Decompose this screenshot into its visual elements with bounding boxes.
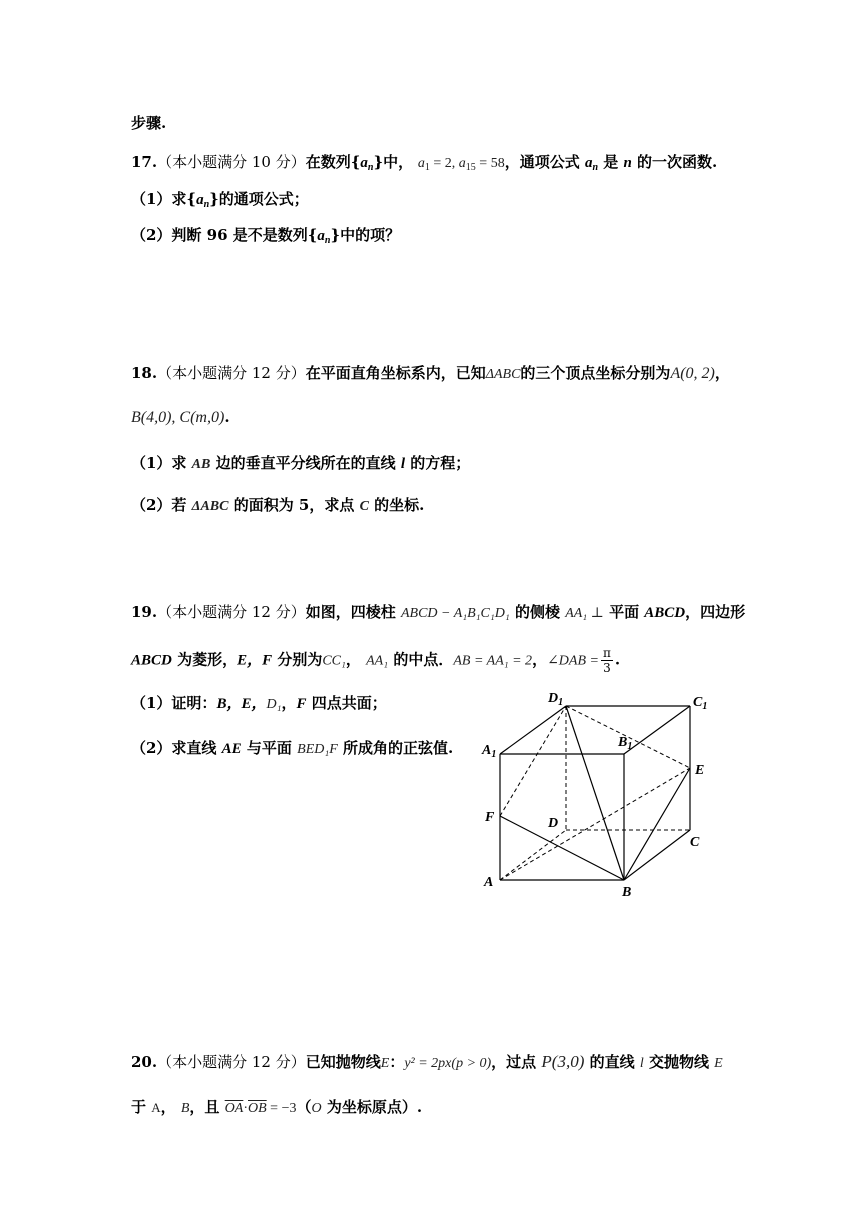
label-a: A xyxy=(484,875,494,890)
q20-stem: 20.（本小题满分 12 分）已知抛物线E：y² = 2px(p > 0)，过点 P(3,0) 的直线 l 交抛物线 E xyxy=(131,1052,723,1071)
q19-number: 19. xyxy=(131,603,158,621)
label-b1: $B_1$ xyxy=(618,735,633,752)
segment-d1e xyxy=(566,706,690,768)
vector-dot-product: $\overline{OA}\cdot\overline{OB} = -3$ xyxy=(224,1101,297,1116)
q17-given: $a_1 = 2$, $a_{15} = 58$ xyxy=(417,156,505,173)
edge-b1c1 xyxy=(624,706,690,754)
q19-stem-line2: ABCD 为菱形，E，F 分别为CC₁， AA₁ 的中点．AB = AA₁ = 2，∠DAB = $\frac{\pi}{3}$ . xyxy=(131,646,621,675)
q18-part2: （2）若 ΔABC 的面积为 5，求点 C 的坐标. xyxy=(131,496,425,514)
label-c1: $C_1$ xyxy=(693,695,708,712)
edge-bc xyxy=(624,830,690,880)
label-d1: $D_1$ xyxy=(548,691,564,708)
q17-part1: （1）求$\{a_n\}$的通项公式； xyxy=(131,190,309,210)
q20-number: 20. xyxy=(131,1053,158,1071)
edge-d1a1 xyxy=(500,706,566,754)
label-e: E xyxy=(695,763,705,778)
q18-stem: 18.（本小题满分 12 分）在平面直角坐标系内，已知ΔABC的三个顶点坐标分别为A(0, 2)， xyxy=(131,364,730,382)
q18-score: （本小题满分 12 分） xyxy=(157,364,306,382)
q17-stem: 17.（本小题满分 10 分）在数列$\{a_n\}$中， $a_1 = 2$, $a_{15} = 58$，通项公式 $a_n$ 是 n 的一次函数. xyxy=(131,153,718,173)
q18-number: 18. xyxy=(131,364,158,382)
label-c: C xyxy=(690,835,700,850)
label-b: B xyxy=(622,885,632,900)
q19-score: （本小题满分 12 分） xyxy=(157,603,306,621)
pi-over-3-fraction: $\frac{\pi}{3}$ xyxy=(602,646,611,675)
q19-part1: （1）证明：B，E，D₁，F 四点共面； xyxy=(131,694,387,712)
segment-ae xyxy=(500,768,690,880)
q18-stem-line2: B(4,0), C(m,0). xyxy=(131,408,230,426)
q18-part1: （1）求 AB 边的垂直平分线所在的直线 l 的方程； xyxy=(131,454,471,472)
q20-score: （本小题满分 12 分） xyxy=(157,1053,306,1071)
q17-score: （本小题满分 10 分） xyxy=(157,153,306,171)
prism-figure xyxy=(478,684,718,904)
q17-part2: （2）判断 96 是不是数列$\{a_n\}$中的项？ xyxy=(131,226,401,246)
segment-be xyxy=(624,768,690,880)
q19-stem: 19.（本小题满分 12 分）如图，四棱柱 ABCD − A₁B₁C₁D₁ 的侧棱 AA₁ ⊥ 平面 ABCD，四边形 xyxy=(131,603,746,621)
q20-stem-line2: 于 A， B，且 $\overline{OA}\cdot\overline{OB} = -3(O$ 为坐标原点）. xyxy=(131,1098,423,1116)
label-f: F xyxy=(485,810,495,825)
q19-part2: （2）求直线 AE 与平面 BED₁F 所成角的正弦值. xyxy=(131,739,454,757)
prism-solid-edges xyxy=(500,706,690,880)
label-a1: $A_1$ xyxy=(482,743,497,760)
segment-fd1 xyxy=(500,706,566,816)
edge-ad xyxy=(500,830,566,880)
label-d: D xyxy=(548,816,559,831)
page-fragment-top: 步骤. xyxy=(131,114,167,132)
q17-number: 17. xyxy=(131,153,158,171)
